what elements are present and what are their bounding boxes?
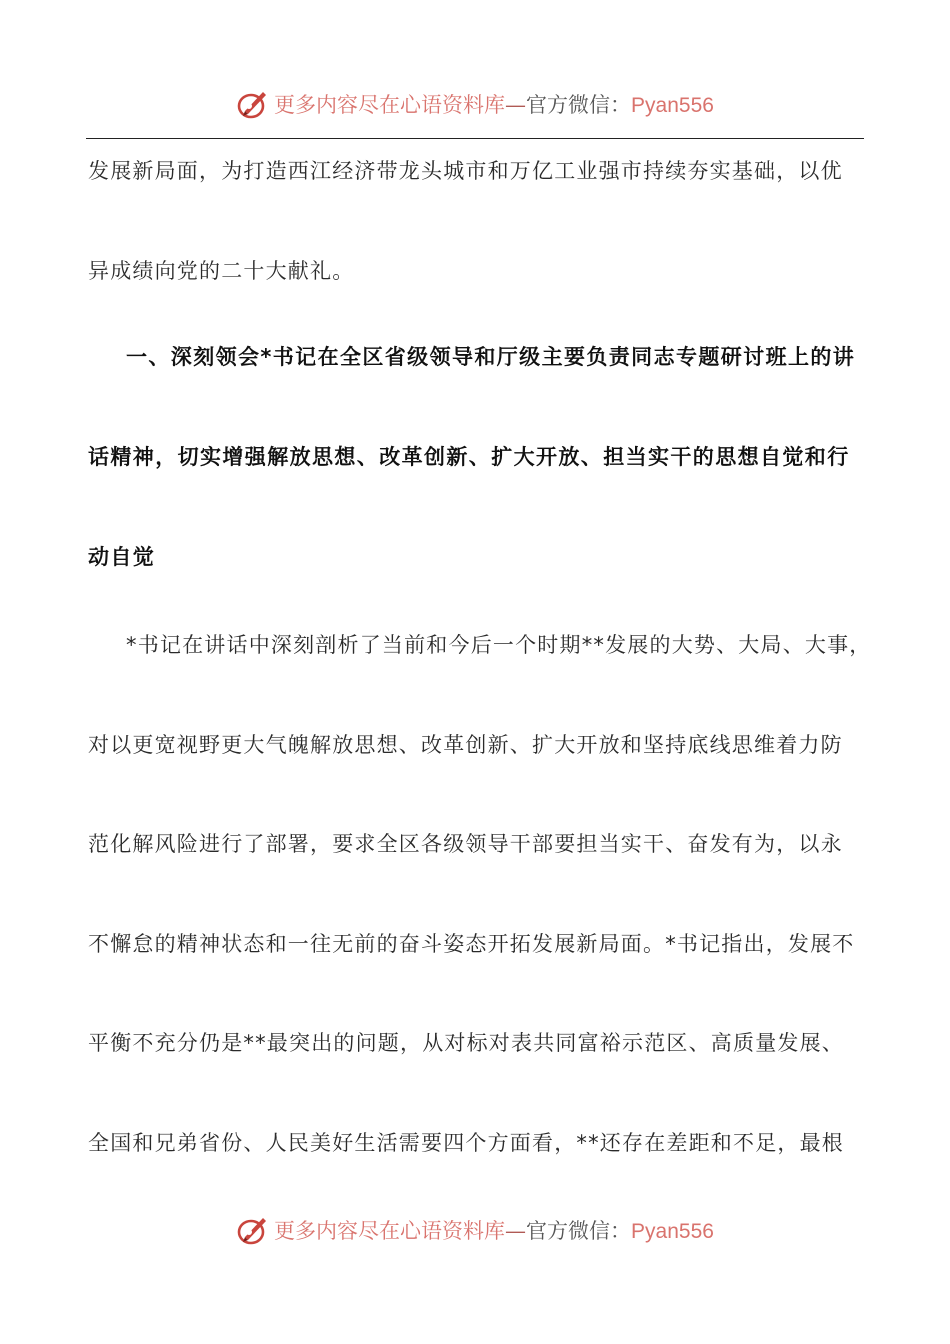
banner-separator: — [505,93,527,117]
banner-title: 更多内容尽在心语资料库 [274,1219,506,1243]
banner-wechat-label: 官方微信： [526,93,632,117]
footer-banner [0,1210,950,1250]
body-line: 全国和兄弟省份、人民美好生活需要四个方面看，**还存在差距和不足，最根 [88,1131,844,1155]
banner-text [274,89,714,119]
body-line: 不懈怠的精神状态和一往无前的奋斗姿态开拓发展新局面。*书记指出，发展不 [88,932,855,956]
pen-circle-icon [236,87,270,121]
banner-wechat-label: 官方微信： [526,1219,632,1243]
banner-text [274,1215,714,1245]
body-line: 异成绩向党的二十大献礼。 [88,259,355,283]
body-line: 对以更宽视野更大气魄解放思想、改革创新、扩大开放和坚持底线思维着力防 [88,733,843,757]
banner-wechat-id: Pyan556 [631,1220,714,1243]
section-heading-line: 一、深刻领会*书记在全区省级领导和厅级主要负责同志专题研讨班上的讲 [126,345,856,369]
header-divider [86,138,864,139]
banner-separator: — [505,1219,527,1243]
body-line: *书记在讲话中深刻剖析了当前和今后一个时期**发展的大势、大局、大事， [126,633,872,657]
body-line: 发展新局面，为打造西江经济带龙头城市和万亿工业强市持续夯实基础，以优 [88,159,843,183]
body-line: 平衡不充分仍是**最突出的问题，从对标对表共同富裕示范区、高质量发展、 [88,1031,844,1055]
body-line: 范化解风险进行了部署，要求全区各级领导干部要担当实干、奋发有为，以永 [88,832,843,856]
pen-circle-icon [236,1213,270,1247]
section-heading-line: 动自觉 [88,545,156,569]
header-banner [0,84,950,124]
section-heading-line: 话精神，切实增强解放思想、改革创新、扩大开放、担当实干的思想自觉和行 [88,445,850,469]
banner-wechat-id: Pyan556 [631,94,714,117]
banner-title: 更多内容尽在心语资料库 [274,93,506,117]
